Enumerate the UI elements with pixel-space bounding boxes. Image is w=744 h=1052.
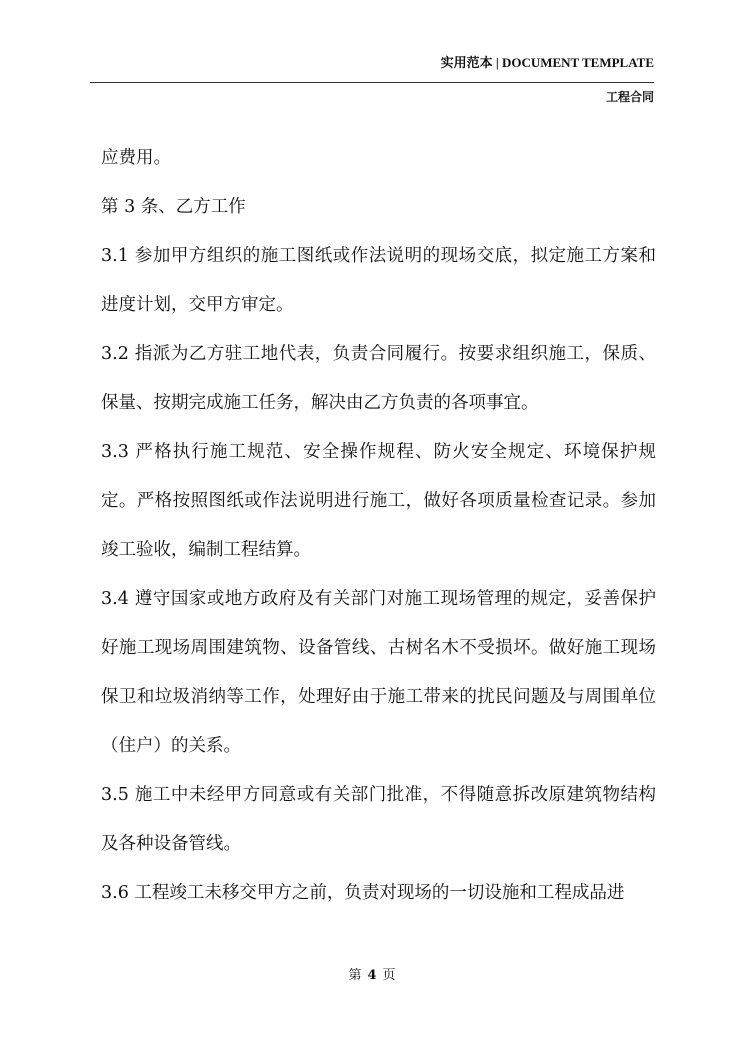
- clause-3-6: 3.6 工程竣工未移交甲方之前，负责对现场的一切设施和工程成品进: [101, 883, 625, 903]
- footer-prefix: 第: [348, 968, 362, 983]
- paragraph-continuation: 应费用。: [101, 148, 171, 168]
- clause-3-5: 3.5 施工中未经甲方同意或有关部门批准，不得随意拆改原建筑物结构及各种设备管线。: [101, 785, 656, 854]
- page-number: 4: [367, 968, 377, 983]
- clause-3-3: 3.3 严格执行施工规范、安全操作规程、防火安全规定、环境保护规定。严格按照图纸或作法说明进行施工，做好各项质量检查记录。参加竣工验收，编制工程结算。: [101, 442, 656, 560]
- document-body: [101, 134, 656, 918]
- clause-3-1: 3.1 参加甲方组织的施工图纸或作法说明的现场交底，拟定施工方案和进度计划，交甲方审定。: [101, 246, 656, 315]
- clause-3-4: 3.4 遵守国家或地方政府及有关部门对施工现场管理的规定，妥善保护好施工现场周围建筑物、设备管线、古树名木不受损坏。做好施工现场保卫和垃圾消纳等工作，处理好由于施工带来的扰民问题及与周围单位（住户）的关系。: [101, 589, 656, 756]
- footer-suffix: 页: [382, 968, 396, 983]
- page-footer: [0, 964, 744, 983]
- header-divider: [90, 82, 654, 83]
- section-heading: 第 3 条、乙方工作: [101, 197, 246, 217]
- header-subtitle: 工程合同: [605, 90, 654, 104]
- header-title: 实用范本 | DOCUMENT TEMPLATE: [440, 55, 654, 70]
- clause-3-2: 3.2 指派为乙方驻工地代表，负责合同履行。按要求组织施工，保质、保量、按期完成施工任务，解决由乙方负责的各项事宜。: [101, 344, 656, 413]
